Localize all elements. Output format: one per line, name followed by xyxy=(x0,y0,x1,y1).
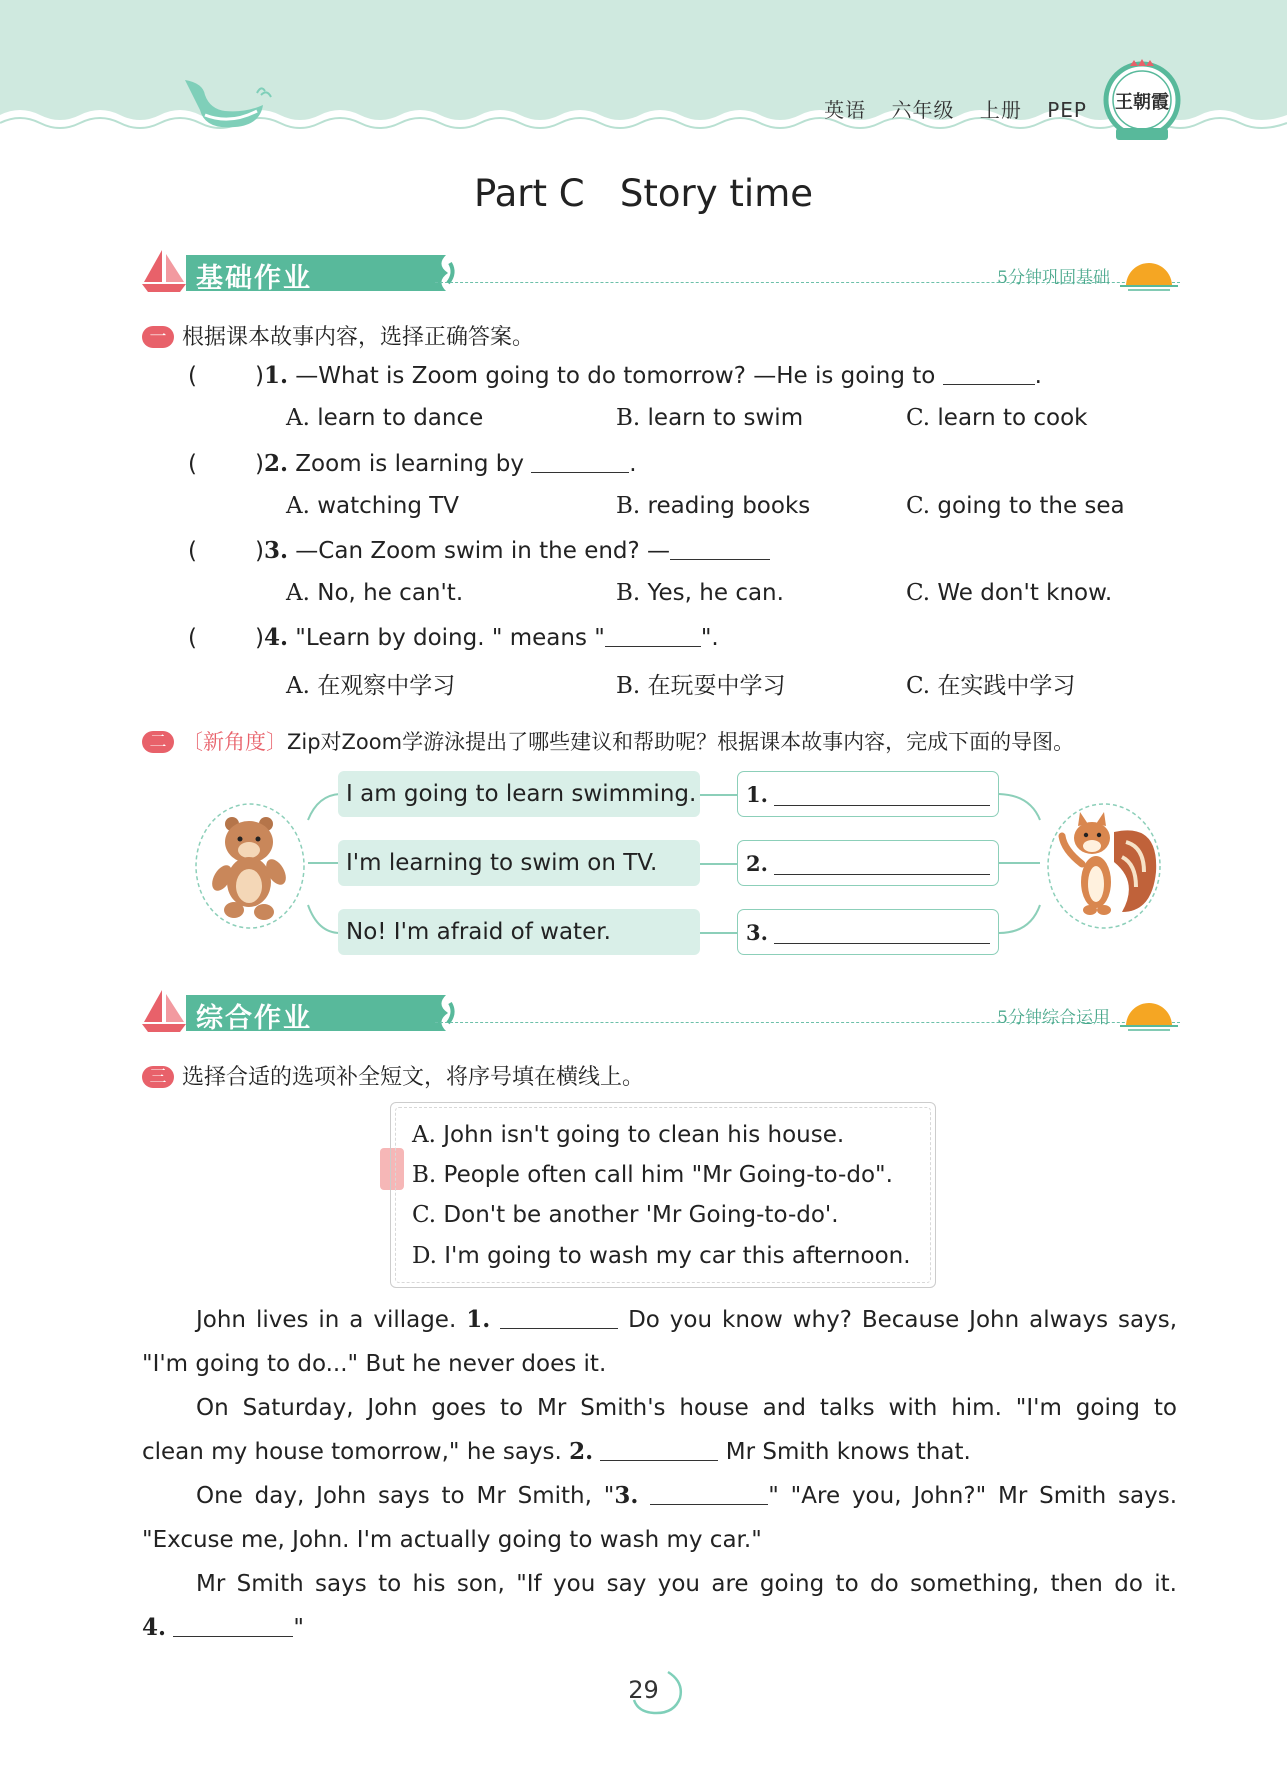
blank-number: 3. xyxy=(614,1482,639,1509)
answer-blank[interactable] xyxy=(943,362,1035,385)
item-stem-end: ". xyxy=(700,625,719,651)
answer-paren-close: ) xyxy=(254,625,264,651)
option-c[interactable]: C. learn to cook xyxy=(906,405,1088,431)
section-header-comprehensive xyxy=(140,988,1180,1038)
question-number-badge: 一 xyxy=(142,326,174,348)
answer-number: 1. xyxy=(746,782,768,807)
item-stem: —What is Zoom going to do tomorrow? —He is going to xyxy=(295,363,943,389)
question-heading-3 xyxy=(142,1060,644,1091)
answer-blank[interactable] xyxy=(774,874,990,875)
answer-box-2[interactable] xyxy=(737,840,999,886)
option-c[interactable]: C. We don't know. xyxy=(906,580,1113,606)
option-b[interactable]: B. People often call him "Mr Going-to-do". xyxy=(412,1162,893,1188)
header-edition: PEP xyxy=(1047,98,1087,122)
item-stem-end: . xyxy=(1034,363,1042,389)
section-right-text: 5分钟综合运用 xyxy=(997,1008,1110,1028)
sailboat-icon xyxy=(140,988,188,1034)
option-b[interactable]: B. 在玩耍中学习 xyxy=(616,673,786,699)
section-label: 综合作业 xyxy=(196,1003,312,1034)
mindmap-bubble-2: I'm learning to swim on TV. xyxy=(338,840,700,886)
item-stem: Zoom is learning by xyxy=(295,451,532,477)
item-number: 2. xyxy=(263,450,288,477)
q1-item-3 xyxy=(188,537,770,564)
mindmap-bubble-3: No! I'm afraid of water. xyxy=(338,909,700,955)
connector-line xyxy=(700,863,737,865)
answer-blank[interactable] xyxy=(605,624,701,647)
answer-blank[interactable] xyxy=(670,537,770,560)
answer-paren-close: ) xyxy=(254,451,264,477)
option-c[interactable]: C. Don't be another 'Mr Going-to-do'. xyxy=(412,1202,839,1228)
q1-item-4 xyxy=(188,624,719,651)
logo-text: 王朝霞 xyxy=(1115,92,1169,113)
item-stem: "Learn by doing. " means " xyxy=(295,625,605,651)
blank-number: 2. xyxy=(569,1438,594,1465)
question-instruction: Zip对Zoom学游泳提出了哪些建议和帮助呢？根据课本故事内容，完成下面的导图。 xyxy=(287,730,1075,754)
passage-line-5: One day, John says to Mr Smith, "3. " "Are you, John?" Mr Smith says. xyxy=(196,1482,1178,1509)
question-instruction: 根据课本故事内容，选择正确答案。 xyxy=(182,325,535,350)
passage-line-1: John lives in a village. 1. Do you know why? Because John always says, xyxy=(196,1306,1178,1333)
option-b[interactable]: B. learn to swim xyxy=(616,405,804,431)
option-c[interactable]: C. going to the sea xyxy=(906,493,1125,519)
answer-blank-4[interactable] xyxy=(173,1614,293,1637)
section-label: 基础作业 xyxy=(196,263,312,294)
passage-line-4: clean my house tomorrow," he says. 2. Mr Smith knows that. xyxy=(142,1438,971,1465)
connector-line xyxy=(700,794,737,796)
passage-line-7: Mr Smith says to his son, "If you say you are going to do something, then do it. xyxy=(196,1571,1177,1597)
answer-box-3[interactable] xyxy=(737,909,999,955)
option-c[interactable]: C. 在实践中学习 xyxy=(906,673,1076,699)
option-a[interactable]: A. No, he can't. xyxy=(286,580,464,606)
zip-squirrel-illustration xyxy=(1044,802,1166,930)
connector-line xyxy=(700,932,737,934)
question-heading-1 xyxy=(142,320,534,351)
item-number: 4. xyxy=(263,624,288,651)
option-a[interactable]: A. learn to dance xyxy=(286,405,484,431)
question-number-badge: 三 xyxy=(142,1066,174,1088)
header-grade: 六年级 xyxy=(891,98,955,122)
question-heading-2 xyxy=(142,726,1074,756)
page-number: 29 xyxy=(628,1676,659,1704)
answer-blank[interactable] xyxy=(531,450,629,473)
option-d[interactable]: D. I'm going to wash my car this afternoon. xyxy=(412,1243,911,1269)
item-stem: —Can Zoom swim in the end? — xyxy=(295,538,671,564)
option-a[interactable]: A. John isn't going to clean his house. xyxy=(412,1122,845,1148)
new-angle-tag: 〔新角度〕 xyxy=(182,730,287,754)
answer-number: 2. xyxy=(746,851,768,876)
page-title: Part C Story time xyxy=(473,172,814,215)
passage-line-6: "Excuse me, John. I'm actually going to wash my car." xyxy=(142,1527,762,1553)
item-number: 1. xyxy=(263,362,288,389)
passage-line-8: 4. " xyxy=(142,1614,304,1641)
q1-item-2 xyxy=(188,450,637,477)
answer-blank-3[interactable] xyxy=(650,1482,768,1505)
option-b[interactable]: B. Yes, he can. xyxy=(616,580,784,606)
answer-paren-open[interactable]: ( xyxy=(188,363,197,389)
mindmap-bubble-1: I am going to learn swimming. xyxy=(338,771,700,817)
item-number: 3. xyxy=(263,537,288,564)
zoom-bear-illustration xyxy=(194,802,306,930)
question-number-badge: 二 xyxy=(142,731,174,753)
option-a[interactable]: A. 在观察中学习 xyxy=(286,673,456,699)
sun-icon xyxy=(1118,256,1180,292)
header-meta xyxy=(806,94,1087,123)
blank-number: 4. xyxy=(142,1614,167,1641)
answer-blank[interactable] xyxy=(774,943,990,944)
sailboat-icon xyxy=(140,248,188,294)
question-instruction: 选择合适的选项补全短文，将序号填在横线上。 xyxy=(182,1065,645,1090)
option-b[interactable]: B. reading books xyxy=(616,493,811,519)
passage-line-2: "I'm going to do..." But he never does it. xyxy=(142,1351,607,1377)
passage-line-3: On Saturday, John goes to Mr Smith's house and talks with him. "I'm going to xyxy=(196,1395,1177,1421)
whale-icon xyxy=(175,75,275,135)
answer-number: 3. xyxy=(746,920,768,945)
answer-blank-1[interactable] xyxy=(500,1306,618,1329)
section-right-text: 5分钟巩固基础 xyxy=(997,268,1110,288)
answer-blank-2[interactable] xyxy=(600,1438,718,1461)
header-subject: 英语 xyxy=(824,98,867,122)
blank-number: 1. xyxy=(466,1306,491,1333)
item-stem-end: . xyxy=(629,451,637,477)
sun-icon xyxy=(1118,996,1180,1032)
answer-paren-open[interactable]: ( xyxy=(188,451,197,477)
answer-blank[interactable] xyxy=(774,805,990,806)
answer-paren-open[interactable]: ( xyxy=(188,625,197,651)
answer-paren-close: ) xyxy=(254,538,264,564)
section-header-basic xyxy=(140,248,1180,298)
option-a[interactable]: A. watching TV xyxy=(286,493,460,519)
brand-logo xyxy=(1102,58,1182,150)
answer-box-1[interactable] xyxy=(737,771,999,817)
answer-paren-close: ) xyxy=(254,363,264,389)
header-volume: 上册 xyxy=(979,98,1022,122)
q1-item-1 xyxy=(188,362,1042,389)
answer-paren-open[interactable]: ( xyxy=(188,538,197,564)
